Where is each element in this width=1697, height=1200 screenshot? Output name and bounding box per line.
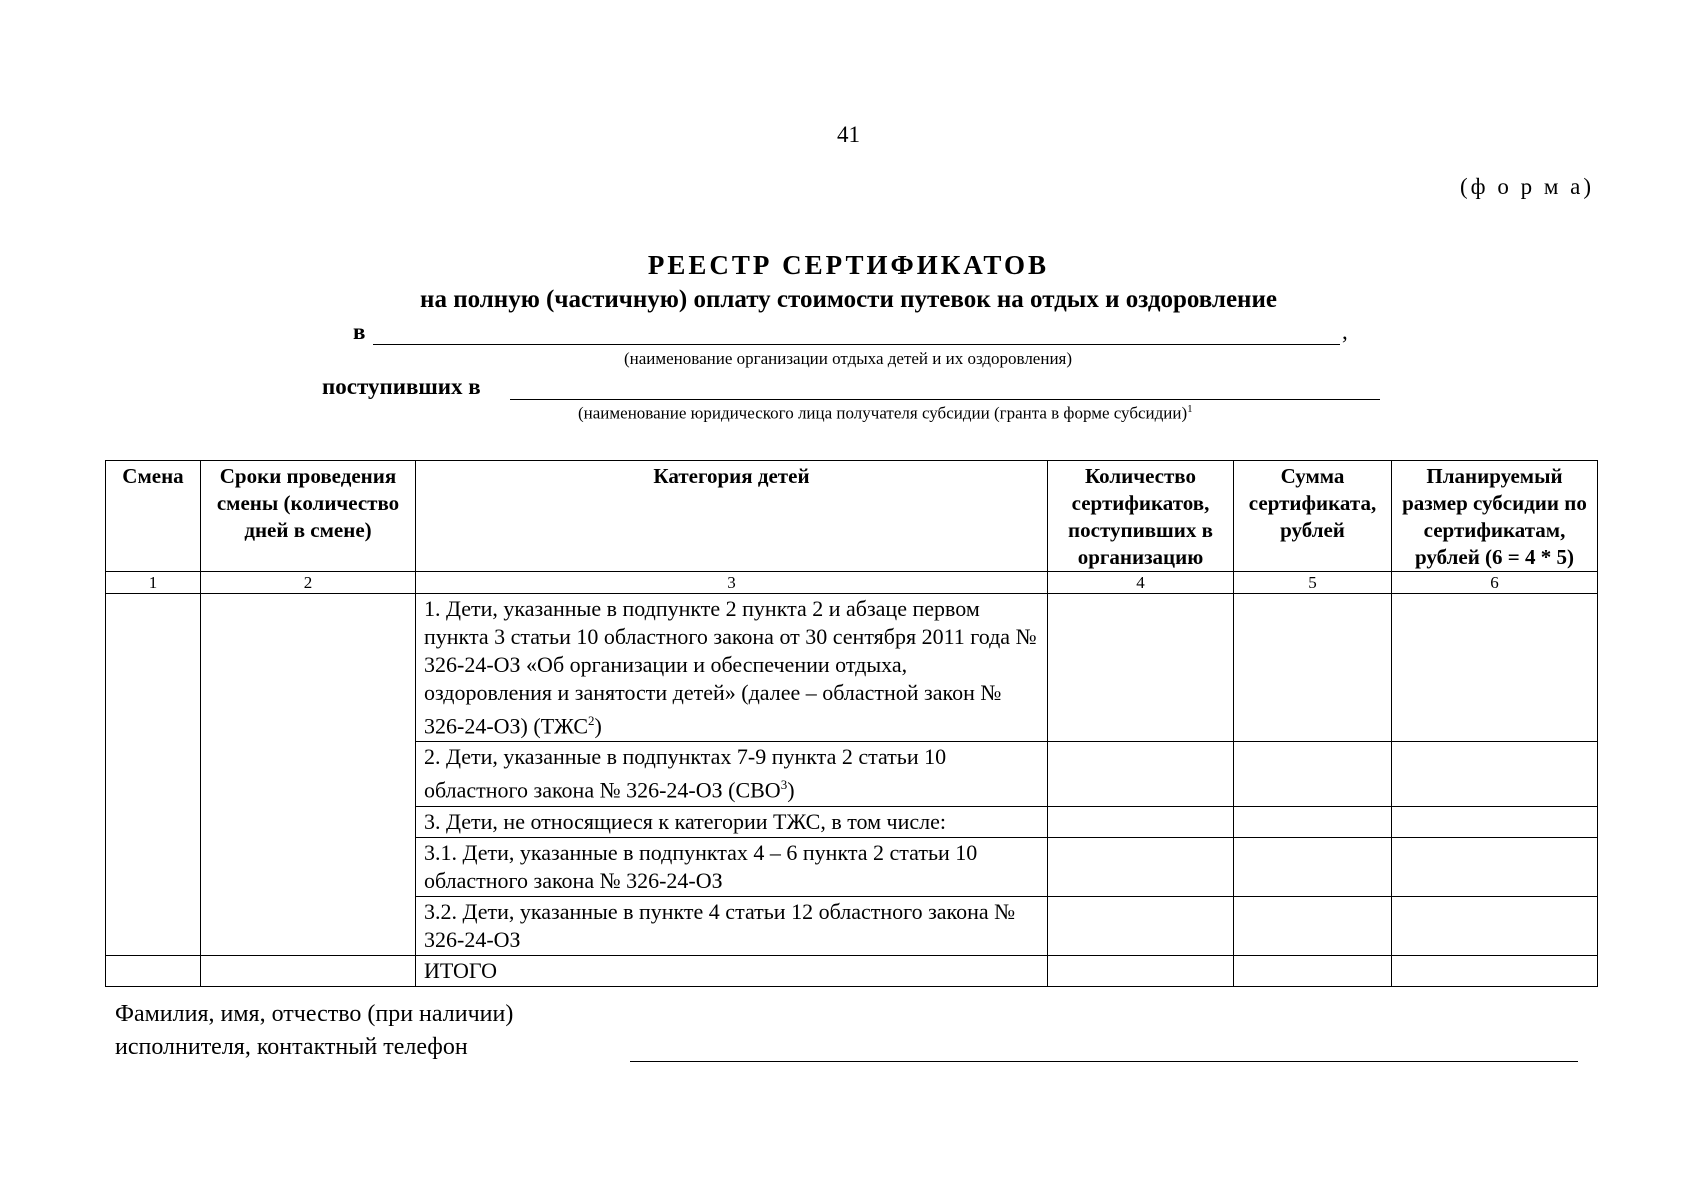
dates-cell[interactable] (201, 955, 416, 986)
amount-cell[interactable] (1234, 806, 1392, 837)
header-shift: Смена (106, 461, 201, 572)
amount-cell[interactable] (1234, 594, 1392, 742)
signature-block (115, 998, 513, 1064)
category-suffix: ) (787, 777, 795, 803)
category-text: 1. Дети, указанные в подпункте 2 пункта 2 и абзаце первом пункта 3 статьи 10 областного закона от 30 сентября 2011 года № 326-24-ОЗ «Об организации и обеспечении отдыха, оздоровления и занятости детей» (далее – областной закон № 326-24-ОЗ) (ТЖС (424, 596, 1037, 739)
signature-field[interactable] (630, 1061, 1578, 1062)
amount-cell[interactable] (1234, 837, 1392, 896)
count-cell[interactable] (1048, 837, 1234, 896)
recipient-caption-text: (наименование юридического лица получателя субсидии (гранта в форме субсидии) (578, 403, 1188, 423)
header-dates: Сроки проведения смены (количество дней в смене) (201, 461, 416, 572)
org-comma: , (1342, 319, 1348, 344)
org-prefix: в (353, 319, 366, 344)
registry-table (105, 460, 1598, 987)
subsidy-cell[interactable] (1392, 806, 1598, 837)
dates-cell[interactable] (201, 594, 416, 956)
recipient-name-field[interactable] (510, 399, 1380, 400)
header-subsidy: Планируемый размер субсидии по сертификатам, рублей (6 = 4 * 5) (1392, 461, 1598, 572)
footnote-mark: 1 (1187, 403, 1193, 415)
category-cell (416, 594, 1048, 742)
subsidy-cell[interactable] (1392, 594, 1598, 742)
footnote-mark: 2 (588, 713, 595, 728)
column-number-row (106, 572, 1598, 594)
count-cell[interactable] (1048, 806, 1234, 837)
header-category: Категория детей (416, 461, 1048, 572)
document-title: РЕЕСТР СЕРТИФИКАТОВ (647, 250, 1050, 280)
form-label: (ф о р м а) (1460, 174, 1594, 199)
table-row (106, 594, 1598, 742)
table-header-row (106, 461, 1598, 572)
subsidy-cell[interactable] (1392, 955, 1598, 986)
category-text: 2. Дети, указанные в подпунктах 7-9 пункта 2 статьи 10 областного закона № 326-24-ОЗ (СВО (424, 744, 947, 803)
recipient-label: поступивших в (322, 374, 481, 399)
category-cell: 3.2. Дети, указанные в пункте 4 статьи 12 областного закона № 326-24-ОЗ (416, 896, 1048, 955)
column-number: 5 (1234, 572, 1392, 594)
count-cell[interactable] (1048, 742, 1234, 806)
category-suffix: ) (594, 713, 602, 739)
subsidy-cell[interactable] (1392, 837, 1598, 896)
column-number: 6 (1392, 572, 1598, 594)
document-subtitle: на полную (частичную) оплату стоимости путевок на отдых и оздоровление (420, 286, 1277, 313)
footnote-mark: 3 (780, 777, 788, 793)
org-caption: (наименование организации отдыха детей и их оздоровления) (623, 349, 1073, 368)
total-row (106, 955, 1598, 986)
header-count: Количество сертификатов, поступивших в организацию (1048, 461, 1234, 572)
column-number: 4 (1048, 572, 1234, 594)
category-cell: 3.1. Дети, указанные в подпунктах 4 – 6 пункта 2 статьи 10 областного закона № 326-24-ОЗ (416, 837, 1048, 896)
count-cell[interactable] (1048, 955, 1234, 986)
column-number: 1 (106, 572, 201, 594)
signature-label-line2: исполнителя, контактный телефон (115, 1034, 468, 1060)
column-number: 2 (201, 572, 416, 594)
signature-label-line1: Фамилия, имя, отчество (при наличии) (115, 1001, 514, 1027)
column-number: 3 (416, 572, 1048, 594)
count-cell[interactable] (1048, 896, 1234, 955)
total-label: ИТОГО (416, 955, 1048, 986)
header-amount: Сумма сертификата, рублей (1234, 461, 1392, 572)
count-cell[interactable] (1048, 594, 1234, 742)
amount-cell[interactable] (1234, 955, 1392, 986)
category-cell: 3. Дети, не относящиеся к категории ТЖС, в том числе: (416, 806, 1048, 837)
subsidy-cell[interactable] (1392, 896, 1598, 955)
recipient-caption (578, 403, 1193, 424)
amount-cell[interactable] (1234, 896, 1392, 955)
subsidy-cell[interactable] (1392, 742, 1598, 806)
amount-cell[interactable] (1234, 742, 1392, 806)
shift-cell[interactable] (106, 594, 201, 956)
org-name-field[interactable] (373, 344, 1340, 345)
page-number: 41 (837, 122, 860, 147)
shift-cell[interactable] (106, 955, 201, 986)
category-cell (416, 742, 1048, 806)
